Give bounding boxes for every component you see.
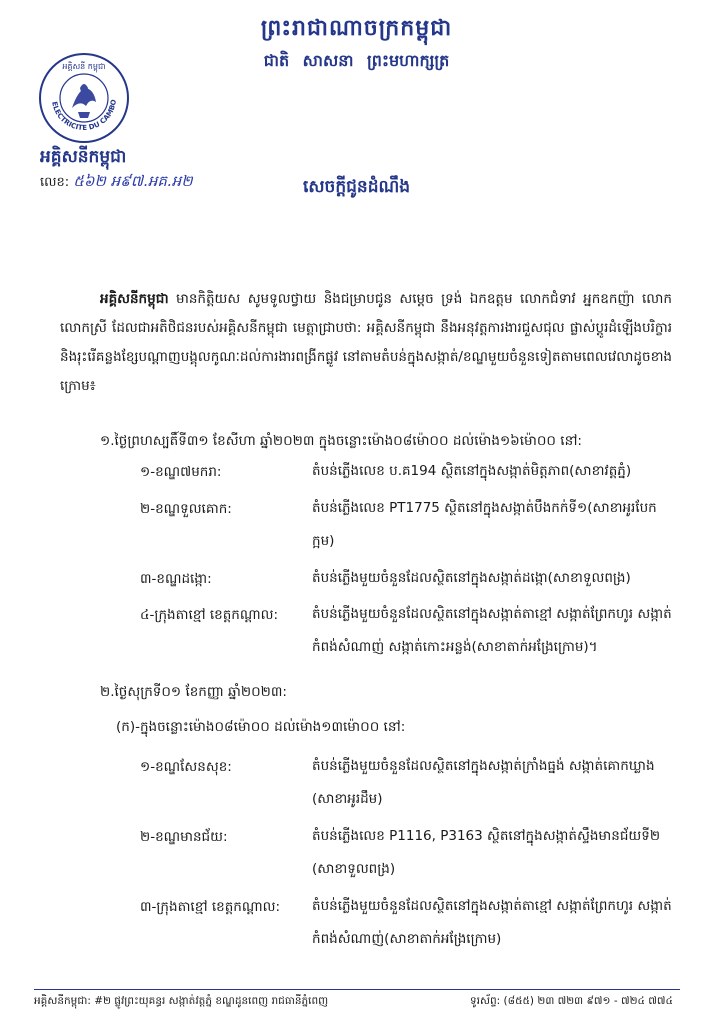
- section1-item-value: តំបន់ភ្លើងមួយចំនួនដែលស្ថិតនៅក្នុងសង្កាត់តាខ្មៅ សង្កាត់ព្រែកហូរ សង្កាត់កំពង់សំណាញ់ សង្កាត់កោះ​អន្លង់(សាខាតាក់អង្រែក្រោម)។: [312, 606, 672, 655]
- edc-seal-icon: [38, 52, 130, 144]
- section2-item-label: ៣-ក្រុងតាខ្មៅ ខេត្តកណ្ដាល:: [140, 899, 281, 915]
- kingdom-heading: ព្រះរាជាណាចក្រកម្ពុជា: [260, 16, 453, 41]
- logo-top-text: អគ្គិសនី កម្ពុជា: [62, 62, 106, 71]
- section1-item-value: តំបន់ភ្លើងលេខ PT1775 ស្ថិតនៅក្នុងសង្កាត់បឹងកក់ទី១(សាខាអូរបែកក្អម): [312, 500, 657, 549]
- section2-item-label: ១-ខណ្ឌសែនសុខ:: [140, 759, 232, 775]
- reference-label: លេខ:: [40, 175, 70, 190]
- section2-subheading: (ក)-ក្នុងចន្លោះម៉ោង០៨ម៉ោ០០ ដល់ម៉ោង១៣ម៉ោ០០ នៅ:: [116, 719, 406, 735]
- edc-logo: [38, 52, 130, 144]
- footer-divider: [34, 989, 680, 990]
- section1-item-label: ១-ខណ្ឌ៧មករា:: [140, 464, 222, 480]
- intro-paragraph: [60, 285, 672, 401]
- intro-text: មានកិត្តិយស សូមទូលថ្វាយ និងជម្រាបជូន សម្ដេច ទ្រង់ ឯកឧត្ដម លោកជំទាវ អ្នកឧកញ៉ា លោក លោកស្រី ដែលជាអតិថិជនរបស់អគ្គិសនីកម្ពុជា មេត្តាជ្រាបថា: អគ្គិសនីកម្ពុជា នឹងអនុវត្តការងារជួសជុល ផ្លាស់ប្ដូរដំឡើងបរិក្ខារ និងរុះរើគន្លងខ្សែបណ្ដាញបង្គុលកូណៈដល់ការងារពង្រីកផ្លូវ នៅតាមតំបន់ក្នុងសង្កាត់/ខណ្ឌមួយចំនួនទៀតតាមពេលវេលាដូចខាងក្រោម៖: [60, 291, 672, 394]
- section1-heading: ១.ថ្ងៃព្រហស្បតិ៍ទី៣១ ខែសីហា ឆ្នាំ២០២៣ ក្នុងចន្លោះម៉ោង០៨ម៉ោ០០ ដល់ម៉ោង១៦ម៉ោ០០ នៅ:: [100, 433, 582, 449]
- section2-item-value: តំបន់ភ្លើងមួយចំនួនដែលស្ថិតនៅក្នុងសង្កាត់តាខ្មៅ សង្កាត់ព្រែកហូរ សង្កាត់កំពង់សំណាញ់(សាខាតាក់អង្រែក្រោម): [312, 898, 672, 947]
- org-name: អគ្គិសនីកម្ពុជា: [40, 147, 127, 167]
- logo-ring-text: ELECTRICITE DU CAMBO: [50, 98, 119, 133]
- intro-lead: អគ្គិសនីកម្ពុជា: [100, 291, 169, 307]
- notice-title: សេចក្ដីជូនដំណឹង: [302, 177, 411, 197]
- section1-item-label: ២-ខណ្ឌទួលគោក:: [140, 501, 232, 517]
- section1-item-label: ៣-ខណ្ឌដង្កោ:: [140, 571, 212, 587]
- section1-item-value: តំបន់ភ្លើងមួយចំនួនដែលស្ថិតនៅក្នុងសង្កាត់ដង្កោ(សាខាទួលពង្រ): [312, 570, 631, 586]
- section1-item-value: តំបន់ភ្លើងលេខ ប.គ194 ស្ថិតនៅក្នុងសង្កាត់មិត្តភាព(សាខាវត្តភ្នំ): [312, 463, 632, 479]
- section2-heading: ២.ថ្ងៃសុក្រទី០១ ខែកញ្ញា ឆ្នាំ២០២៣:: [100, 684, 287, 700]
- reference-number: ៥៦២ អ៩៧.អគ.អ២: [73, 172, 193, 190]
- footer-address: អគ្គិសនីកម្ពុជា: #២ ផ្លូវព្រះយុគន្ធរ សង្កាត់វត្តភ្នំ ខណ្ឌដូនពេញ រាជធានីភ្នំពេញ: [34, 995, 329, 1007]
- section1-item-label: ៤-ក្រុងតាខ្មៅ ខេត្តកណ្ដាល:: [140, 607, 279, 623]
- section2-item-label: ២-ខណ្ឌមានជ័យ:: [140, 829, 228, 845]
- section2-item-value: តំបន់ភ្លើងលេខ P1116, P3163 ស្ថិតនៅក្នុងសង្កាត់ស្ទឹងមានជ័យទី២ (សាខាទួលពង្រ): [312, 828, 661, 877]
- section2-item-value: តំបន់ភ្លើងមួយចំនួនដែលស្ថិតនៅក្នុងសង្កាត់ក្រាំងធ្នង់ សង្កាត់គោកឃ្លាង (សាខាអូរដឹម): [312, 758, 655, 807]
- footer-phone: ទូរស័ព្ទ: (៨៥៥) ២៣ ៧២៣ ៩៧១ - ៧២៤ ៧៧៤: [470, 995, 673, 1007]
- national-motto: ជាតិ សាសនា ព្រះមហាក្សត្រ: [263, 51, 450, 70]
